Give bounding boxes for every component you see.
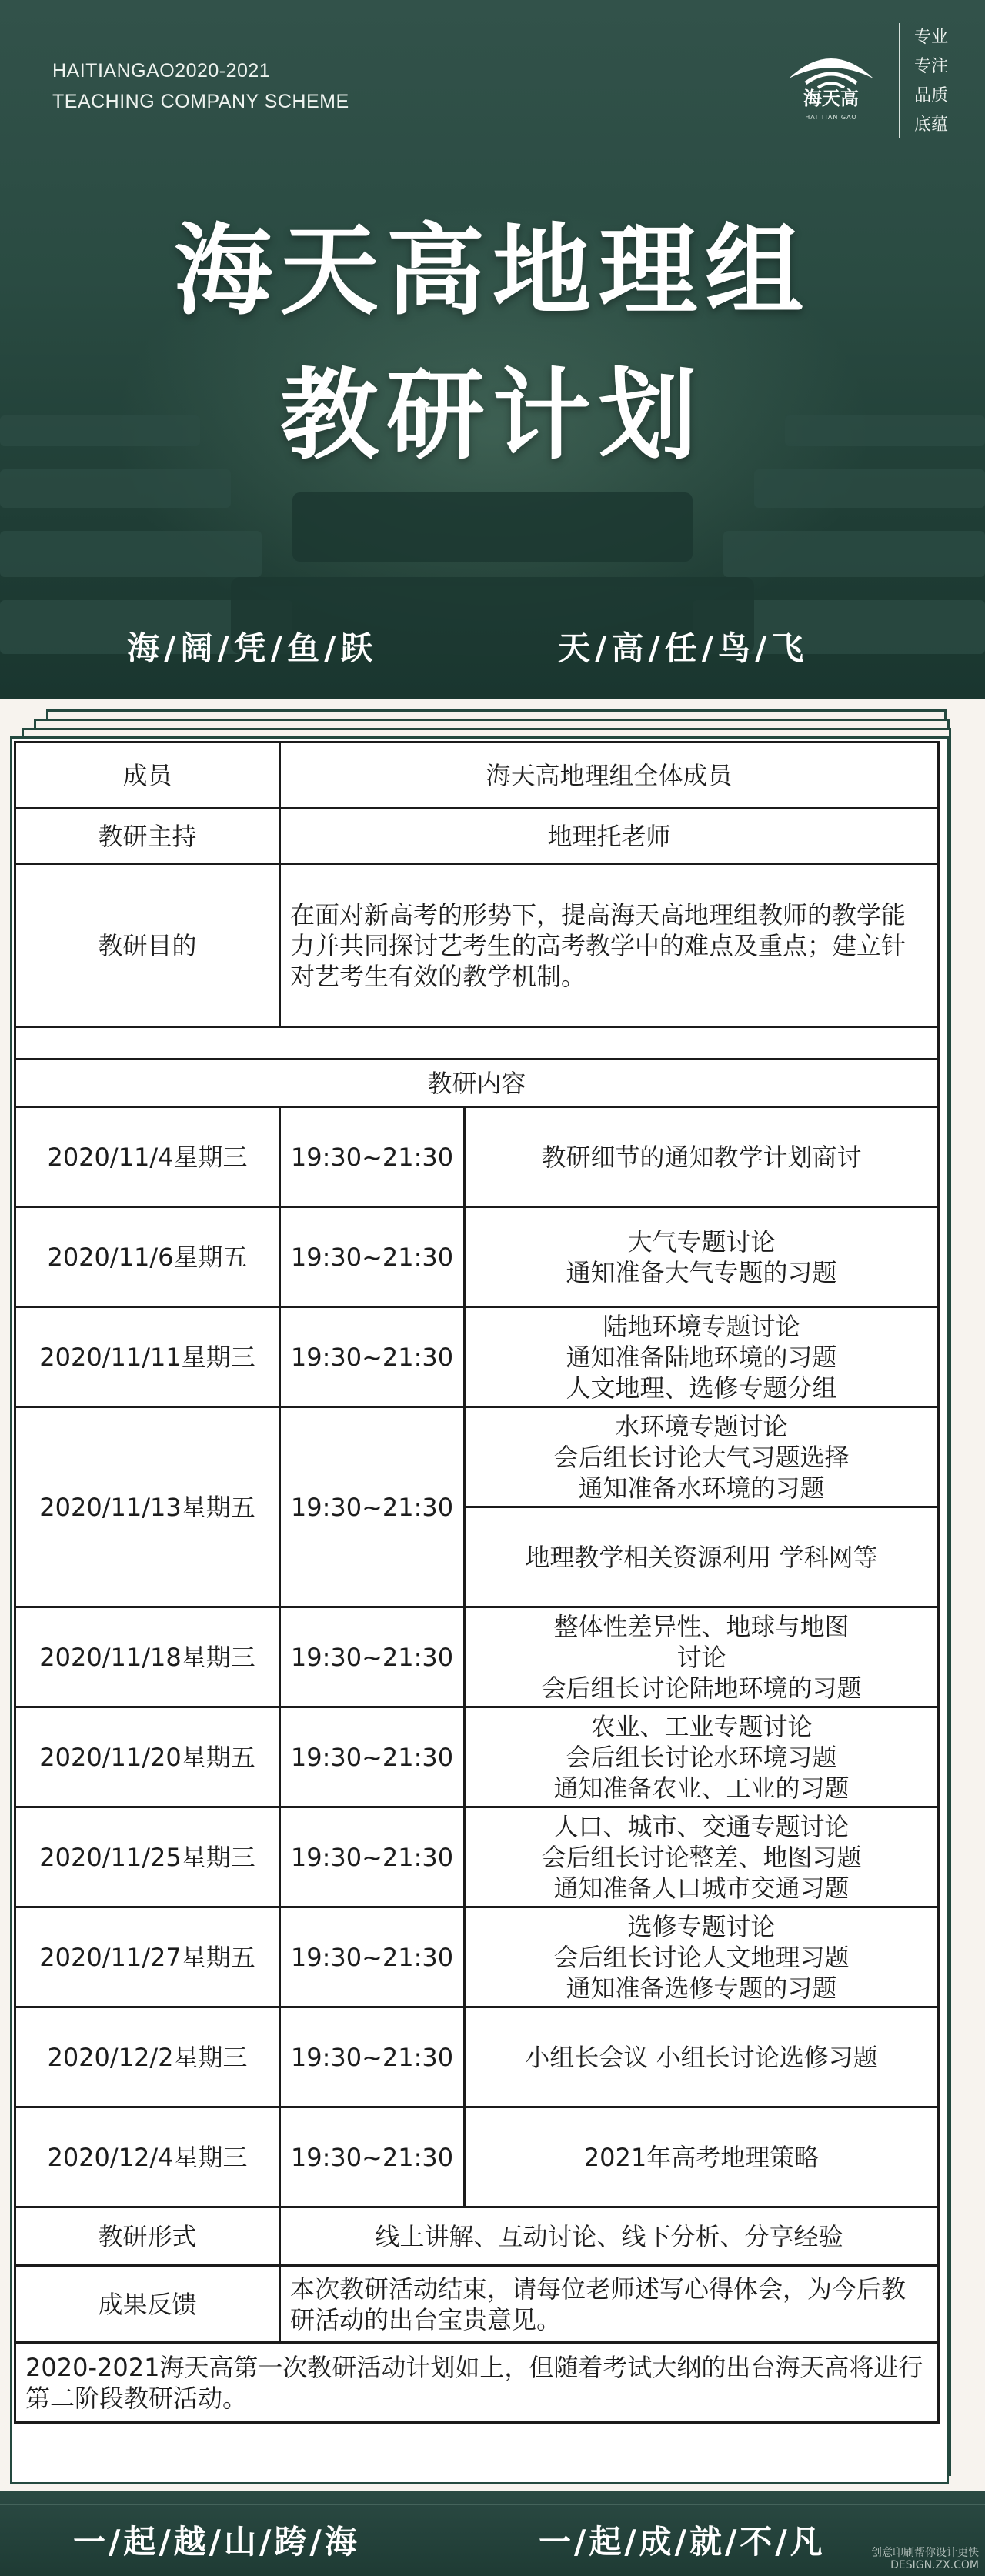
session-time: 19:30~21:30	[280, 1907, 465, 2007]
logo-subtext: HAI TIAN GAO	[805, 114, 857, 121]
session-topic-extra: 地理教学相关资源利用 学科网等	[465, 1507, 939, 1607]
english-subtitle-line2: TEACHING COMPANY SCHEME	[52, 91, 349, 112]
session-row	[15, 1307, 939, 1407]
page-title-line1: 海天高地理组	[173, 213, 811, 329]
session-time: 19:30~21:30	[280, 1607, 465, 1707]
table-row	[15, 2266, 939, 2343]
research-plan-table	[14, 741, 940, 2424]
session-topic-line: 通知准备陆地环境的习题	[566, 1342, 837, 1372]
english-subtitle	[52, 55, 349, 117]
session-topic	[465, 1907, 939, 2007]
session-time: 19:30~21:30	[280, 2007, 465, 2107]
session-topic-line: 通知准备选修专题的习题	[566, 1973, 837, 2003]
session-topic-line: 会后组长讨论整差、地图习题	[541, 1842, 862, 1872]
session-topic-line: 水环境专题讨论	[615, 1411, 788, 1441]
table-row	[15, 2207, 939, 2266]
session-topic-line: 讨论	[676, 1642, 726, 1672]
footer-line	[0, 2504, 985, 2505]
slogan-left: 海/阔/凭/鱼/跃	[127, 629, 378, 667]
session-topic	[465, 2107, 939, 2207]
session-topic	[465, 1807, 939, 1907]
table-row	[15, 864, 939, 1027]
page-title-line2: 教研计划	[279, 358, 705, 473]
logo-text: 海天高	[803, 87, 859, 109]
session-topic-line: 大气专题讨论	[627, 1226, 776, 1256]
session-topic-line: 会后组长讨论陆地环境的习题	[541, 1673, 862, 1703]
spacer-cell	[15, 1027, 939, 1059]
session-topic-line: 教研细节的通知教学计划商讨	[541, 1142, 862, 1172]
watermark-line1: 创意印刷帮你设计更快	[871, 2547, 979, 2559]
form-value: 线上讲解、互动讨论、线下分析、分享经验	[280, 2207, 939, 2266]
session-topic-line: 2021年高考地理策略	[583, 2142, 820, 2172]
session-topic	[465, 2007, 939, 2107]
english-subtitle-line1: HAITIANGAO2020-2021	[52, 60, 271, 82]
session-time: 19:30~21:30	[280, 1407, 465, 1607]
session-date: 2020/11/6星期五	[15, 1207, 280, 1307]
session-topic-line: 人文地理、选修专题分组	[566, 1373, 837, 1403]
session-topic-line: 人口、城市、交通专题讨论	[553, 1811, 850, 1841]
session-topic	[465, 1707, 939, 1807]
session-topic-line: 陆地环境专题讨论	[603, 1311, 800, 1341]
slogan-right: 天/高/任/鸟/飞	[558, 629, 809, 667]
session-topic-line: 通知准备大气专题的习题	[566, 1257, 837, 1287]
footer-slogan-left: 一/起/越/山/跨/海	[73, 2523, 360, 2561]
table-row	[15, 2343, 939, 2423]
session-time: 19:30~21:30	[280, 1307, 465, 1407]
session-row	[15, 1607, 939, 1707]
session-row	[15, 1907, 939, 2007]
session-topic-line: 通知准备水环境的习题	[578, 1473, 825, 1503]
footer-slogan-right: 一/起/成/就/不/凡	[539, 2523, 826, 2561]
session-topic	[465, 1607, 939, 1707]
host-value: 地理托老师	[280, 809, 939, 864]
table-row	[15, 809, 939, 864]
session-time: 19:30~21:30	[280, 1107, 465, 1207]
session-topic-line: 会后组长讨论人文地理习题	[553, 1942, 850, 1972]
plan-note: 2020-2021海天高第一次教研活动计划如上，但随着考试大纲的出台海天高将进行第二阶段教研活动。	[15, 2343, 939, 2423]
member-label: 成员	[15, 742, 280, 809]
session-topic	[465, 1207, 939, 1307]
content-title: 教研内容	[15, 1059, 939, 1107]
session-row	[15, 1707, 939, 1807]
purpose-value: 在面对新高考的形势下，提高海天高地理组教师的教学能力并共同探讨艺考生的高考教学中的难点及重点；建立针对艺考生有效的教学机制。	[280, 864, 939, 1027]
feedback-value: 本次教研活动结束，请每位老师述写心得体会，为今后教研活动的出台宝贵意见。	[280, 2266, 939, 2343]
session-topic	[465, 1107, 939, 1207]
session-topic-line: 会后组长讨论大气习题选择	[553, 1442, 850, 1472]
motto-item: 底蕴	[914, 115, 949, 135]
form-label: 教研形式	[15, 2207, 280, 2266]
session-row	[15, 1407, 939, 1507]
session-topic-line: 选修专题讨论	[627, 1911, 776, 1941]
feedback-label: 成果反馈	[15, 2266, 280, 2343]
session-topic-line: 会后组长讨论水环境习题	[566, 1742, 837, 1772]
session-topic-line: 通知准备人口城市交通习题	[553, 1873, 850, 1903]
session-row	[15, 1207, 939, 1307]
table-row	[15, 742, 939, 809]
host-label: 教研主持	[15, 809, 280, 864]
table-row	[15, 1059, 939, 1107]
motto-list	[914, 23, 948, 140]
session-topic	[465, 1407, 939, 1507]
watermark-line2: DESIGN.ZX.COM	[890, 2559, 979, 2571]
session-time: 19:30~21:30	[280, 1207, 465, 1307]
session-row	[15, 1107, 939, 1207]
session-time: 19:30~21:30	[280, 1707, 465, 1807]
session-date: 2020/11/27星期五	[15, 1907, 280, 2007]
session-topic-line: 通知准备农业、工业的习题	[553, 1773, 850, 1803]
session-date: 2020/12/4星期三	[15, 2107, 280, 2207]
footer-banner	[0, 2491, 985, 2576]
session-row	[15, 1807, 939, 1907]
session-date: 2020/12/2星期三	[15, 2007, 280, 2107]
session-topic-line: 农业、工业专题讨论	[590, 1711, 813, 1741]
motto-item: 专注	[914, 57, 949, 76]
header-banner	[0, 0, 985, 699]
session-time: 19:30~21:30	[280, 2107, 465, 2207]
watermark	[871, 2547, 979, 2571]
session-date: 2020/11/13星期五	[15, 1407, 280, 1607]
session-topic-line: 小组长会议 小组长讨论选修习题	[525, 2042, 878, 2072]
table-spacer-row	[15, 1027, 939, 1059]
session-date: 2020/11/11星期三	[15, 1307, 280, 1407]
session-time: 19:30~21:30	[280, 1807, 465, 1907]
member-value: 海天高地理组全体成员	[280, 742, 939, 809]
session-topic	[465, 1307, 939, 1407]
session-topic-line: 整体性差异性、地球与地图	[553, 1611, 850, 1641]
session-date: 2020/11/25星期三	[15, 1807, 280, 1907]
session-date: 2020/11/20星期五	[15, 1707, 280, 1807]
session-date: 2020/11/18星期三	[15, 1607, 280, 1707]
session-row	[15, 2007, 939, 2107]
page-title	[0, 199, 985, 488]
purpose-label: 教研目的	[15, 864, 280, 1027]
motto-item: 品质	[914, 86, 949, 105]
session-row	[15, 2107, 939, 2207]
session-date: 2020/11/4星期三	[15, 1107, 280, 1207]
header-divider	[899, 23, 900, 138]
motto-item: 专业	[914, 28, 949, 47]
